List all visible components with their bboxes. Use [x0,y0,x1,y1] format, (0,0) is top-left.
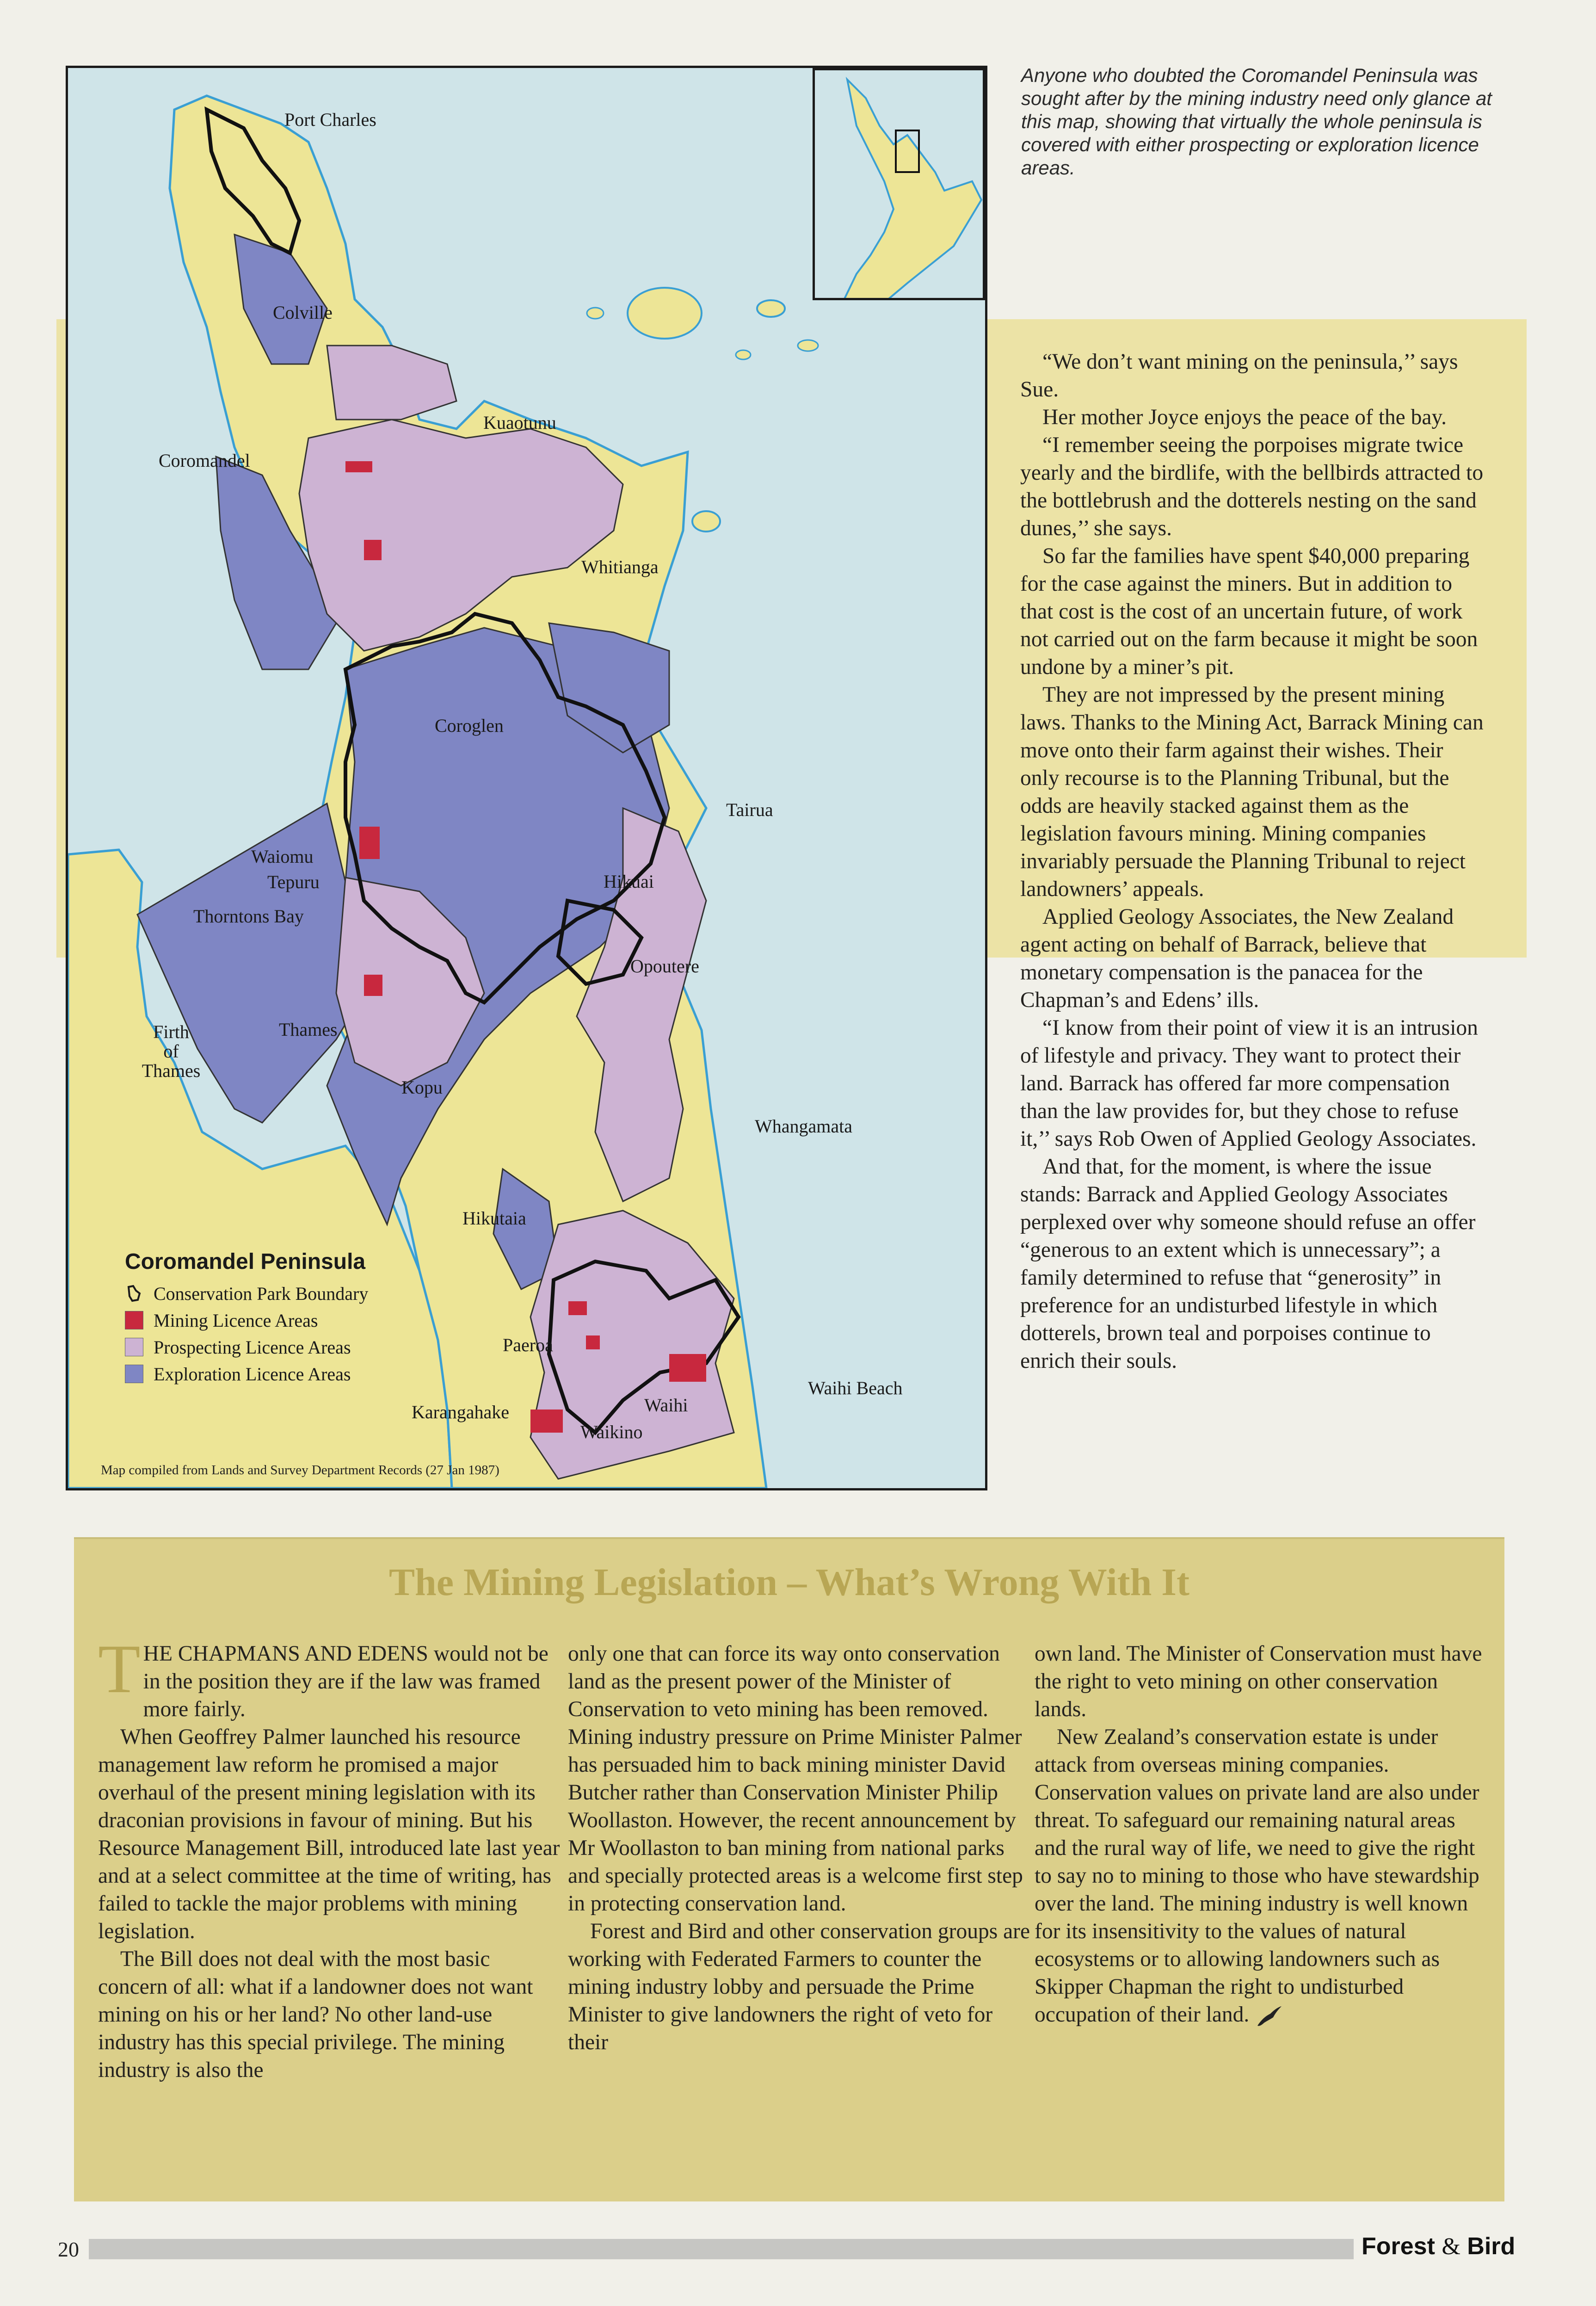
drop-cap: T [98,1631,141,1707]
label-firth-line3: Thames [142,1060,201,1081]
map-credit: Map compiled from Lands and Survey Department Records (27 Jan 1987) [101,1463,499,1478]
north-island-land [843,80,981,300]
paragraph: So far the families have spent $40,000 preparing for the case against the miners. But in addition to that cost is the cost of an uncertain future, of work not carried out on the farm because it might be soon undone by a miner’s pit. [1020,544,1478,679]
paragraph: Forest and Bird and other conservation groups are working with Federated Farmers to counter the mining industry lobby and persuade the Prime Minister to give landowners the right of veto for their [568,1919,1030,2054]
island-5 [692,511,720,532]
bird-end-mark-icon [1255,2004,1283,2028]
island-2 [757,300,785,317]
legend-label-mining: Mining Licence Areas [154,1310,318,1331]
paragraph [1035,1723,1492,2028]
map-caption: Anyone who doubted the Coromandel Peninsula was sought after by the mining industry need only glance at this map, showing that virtually the whole peninsula is covered with either prospecting or exploration licence areas. [1021,64,1492,179]
map-legend [125,1249,368,1387]
sidebar-column-1 [98,1631,563,2084]
mining-area-5 [568,1301,587,1315]
paragraph-text: HE CHAPMANS AND EDENS would not be in the position they are if the law was framed more fairly. [143,1642,548,1721]
publication-word-1: Forest [1362,2233,1435,2260]
paragraph: Applied Geology Associates, the New Zealand agent acting on behalf of Barrack, believe that monetary compensation is the panacea for the Chapman’s and Edens’ ills. [1020,905,1454,1012]
mining-area-7 [530,1410,563,1433]
paragraph: When Geoffrey Palmer launched his resource management law reform he promised a major overhaul of the present mining legislation with its draconian provisions in favour of mining. But his Resource Management Bill, introduced late last year and at a select committee at the time of writing, has failed to tackle the major problems with mining legislation. [98,1725,560,1943]
label-thorntons-bay: Thorntons Bay [193,906,304,927]
publication-name [1362,2232,1515,2260]
legend-title: Coromandel Peninsula [125,1249,366,1274]
mining-area-1 [359,827,380,859]
label-waihi: Waihi [644,1395,688,1416]
mining-area-8 [586,1335,600,1349]
label-waikino: Waikino [580,1422,643,1442]
label-colville: Colville [273,302,333,323]
paragraph: “We don’t want mining on the peninsula,’’ says Sue. [1020,350,1458,402]
legend-label-prospecting: Prospecting Licence Areas [154,1336,351,1358]
label-paeroa: Paeroa [503,1335,553,1355]
page-number: 20 [58,2238,79,2261]
article-right-column [1020,348,1485,1375]
paragraph: The Bill does not deal with the most basic concern of all: what if a landowner does not want mining on his or her land? No other land-use industry has this special privilege. The mining industry is also the [98,1947,533,2082]
label-thames: Thames [279,1019,338,1040]
paragraph: own land. The Minister of Conservation must have the right to veto mining on other conservation lands. [1035,1642,1482,1721]
label-hikutaia: Hikutaia [462,1208,526,1229]
mining-swatch [125,1311,143,1329]
label-tepuru: Tepuru [267,872,320,892]
legend-label-exploration: Exploration Licence Areas [154,1363,351,1385]
mining-area-3 [364,540,382,560]
legend-item-exploration [125,1360,368,1387]
island-1 [628,288,702,339]
label-firth-of-thames [132,1022,210,1081]
label-waihi-beach: Waihi Beach [808,1378,903,1398]
label-coroglen: Coroglen [435,715,504,736]
label-whangamata: Whangamata [755,1116,852,1137]
island-3 [736,350,751,359]
sidebar-column-2 [568,1640,1033,2056]
label-kopu: Kopu [401,1077,443,1098]
paragraph: “I remember seeing the porpoises migrate twice yearly and the birdlife, with the bellbirds attracted to the bottlebrush and the dotterels nesting on the sand dunes,’’ she says. [1020,433,1484,540]
section-heading: The Mining Legislation – What’s Wrong With It [389,1561,1189,1604]
label-tairua: Tairua [726,799,773,820]
label-waiomu: Waiomu [251,846,314,867]
inset-map-graphic [815,70,985,300]
label-coromandel: Coromandel [159,450,250,471]
paragraph: “I know from their point of view it is an intrusion of lifestyle and privacy. They want to protect their land. Barrack has offered far more compensation than the law provides for, but they chose to refuse it,’’ says Rob Owen of Applied Geology Associates. [1020,1016,1478,1151]
paragraph: They are not impressed by the present mining laws. Thanks to the Mining Act, Barrack Mining can move onto their farm against their wishes. Their only recourse is to the Planning Tribunal, but the odds are heavily stacked against them as the legislation favours mining. Mining companies invariably persuade the Planning Tribunal to reject landowners’ appeals. [1020,683,1484,901]
boundary-outline-icon [125,1284,143,1303]
mining-area-2 [364,975,382,996]
legend-item-mining [125,1307,368,1334]
paragraph: only one that can force its way onto conservation land as the present power of the Minister of Conservation to veto mining has been removed. Mining industry pressure on Prime Minister Palmer has persuaded him to back mining minister David Butcher rather than Conservation Minister Philip Woollaston. However, the recent announcement by Mr Woollaston to ban mining from national parks and specially protected areas is a welcome first step in protecting conservation land. [568,1642,1023,1916]
label-hikuai: Hikuai [604,871,654,892]
exploration-swatch [125,1365,143,1383]
paragraph-text: New Zealand’s conservation estate is under attack from overseas mining companies. Conservation values on private land are also under threat. To safeguard our remaining natural areas and the rural way of life, we need to give the right to say no to mining to those who have stewardship over the land. The mining industry is well known for its insensitivity to the values of natural ecosystems or to allowing landowners such as Skipper Chapman the right to undisturbed occupation of their land. [1035,1725,1479,2027]
publication-amp: & [1442,2233,1460,2260]
label-firth-line2: of [163,1041,179,1062]
mining-area-6 [669,1354,706,1382]
mining-area-4 [345,461,372,472]
label-kuaotunu: Kuaotunu [483,412,556,433]
prospecting-swatch [125,1338,143,1356]
legend-label-conservation: Conservation Park Boundary [154,1283,369,1304]
publication-word-2: Bird [1467,2233,1516,2260]
label-firth-line1: Firth [153,1021,189,1042]
legend-item-conservation [125,1280,368,1307]
legend-item-prospecting [125,1334,368,1360]
paragraph: And that, for the moment, is where the issue stands: Barrack and Applied Geology Associates perplexed over why someone should refuse an offer “generous to an extent which is unnecessary”; a family determined to refuse that “generosity” in preference for an undisturbed lifestyle in which dotterels, brown teal and porpoises continue to enrich their souls. [1020,1155,1476,1373]
island-4 [798,340,818,351]
label-whitianga: Whitianga [581,556,659,577]
label-opoutere: Opoutere [630,956,699,977]
footer-rule [89,2239,1354,2259]
inset-map [813,68,985,300]
paragraph: Her mother Joyce enjoys the peace of the bay. [1042,405,1447,429]
label-port-charles: Port Charles [284,109,376,130]
island-6 [587,308,604,319]
label-karangahake: Karangahake [412,1402,509,1422]
paragraph [98,1631,563,1723]
prospecting-area-colville [327,346,456,420]
sidebar-column-3 [1035,1640,1492,2028]
